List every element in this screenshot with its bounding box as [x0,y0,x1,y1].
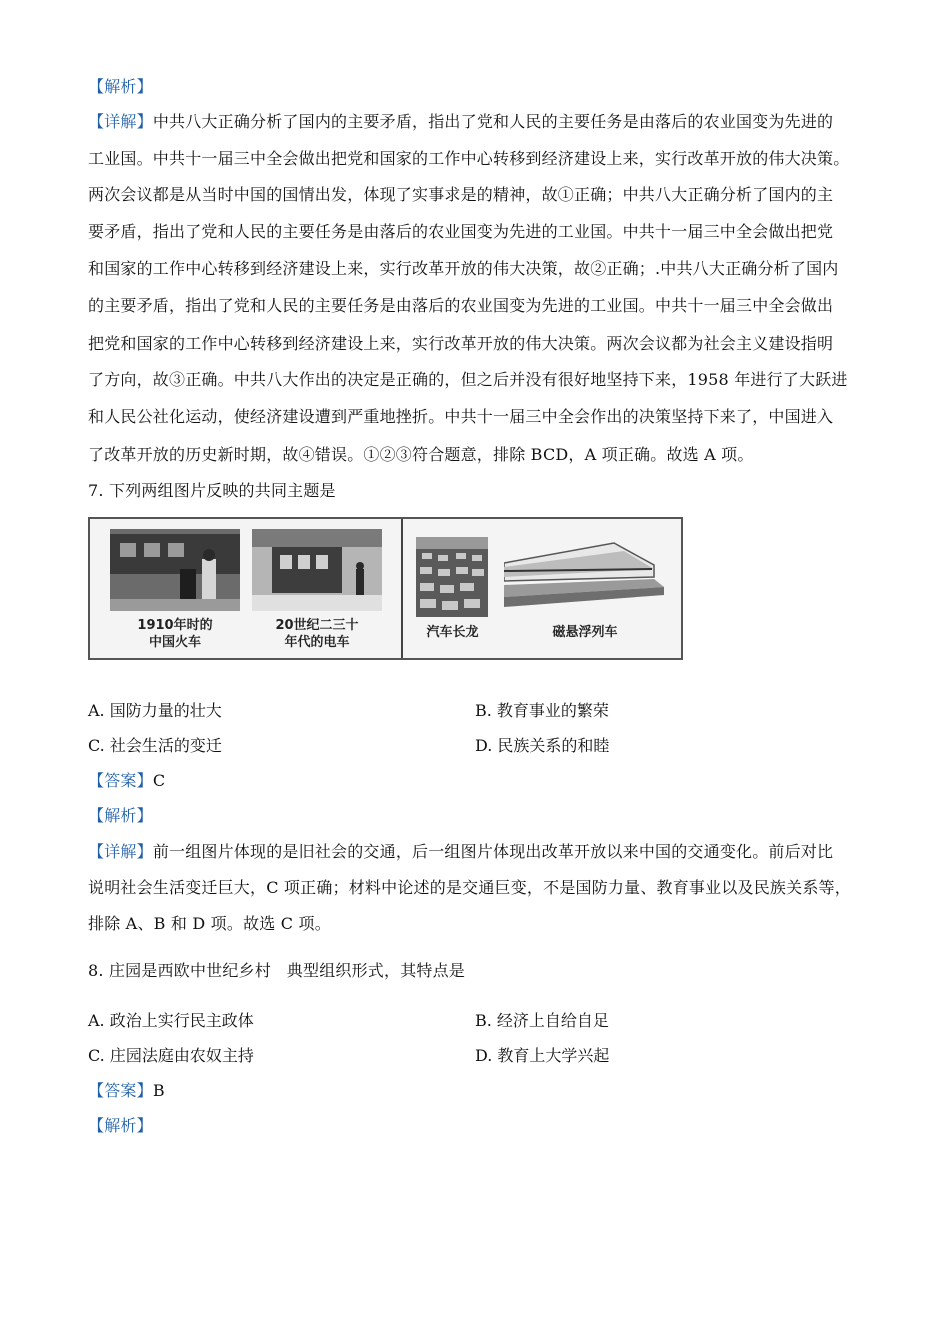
detail-line: 【详解】中共八大正确分析了国内的主要矛盾，指出了党和人民的主要任务是由落后的农业国变为先进的 [88,112,834,131]
question-8-stem: 8. 庄园是西欧中世纪乡村 典型组织形式，其特点是 [88,961,466,980]
old-train-photo [110,529,240,611]
q7-analysis-label: 【解析】 [88,806,153,825]
q8-answer [88,1080,165,1102]
answer-value: B [152,1081,165,1100]
q7-detail-line: 【详解】前一组图片体现的是旧社会的交通，后一组图片体现出改革开放以来中国的交通变化。前后对比 [88,842,834,861]
q8-option-b: B. 经济上自给自足 [475,1011,609,1030]
q7-detail-line: 说明社会生活变迁巨大，C 项正确；材料中论述的是交通巨变，不是国防力量、教育事业以及民族关系等， [88,878,851,897]
detail-line: 两次会议都是从当时中国的国情出发，体现了实事求是的精神，故①正确；中共八大正确分析了国内的主 [88,185,834,204]
q8-option-c: C. 庄园法庭由农奴主持 [88,1046,254,1065]
caption-4: 磁悬浮列车 [552,625,618,640]
answer-label: 【答案】 [88,1081,153,1100]
traffic-photo [416,537,488,617]
caption-1 [110,617,240,651]
answer-label: 【答案】 [88,771,153,790]
caption-1-line-1: 1910年时的 中国火车 [137,618,213,650]
answer-value: C [152,771,166,790]
q7-answer [88,770,165,792]
q8-option-d: D. 教育上大学兴起 [475,1046,610,1065]
caption-2 [252,617,382,651]
q7-option-c: C. 社会生活的变迁 [88,736,222,755]
detail-line: 的主要矛盾，指出了党和人民的主要任务是由落后的农业国变为先进的工业国。中共十一届三中全会做出 [88,296,834,315]
analysis-label: 【解析】 [88,77,153,96]
q8-analysis-label: 【解析】 [88,1116,153,1135]
detail-line: 把党和国家的工作中心转移到经济建设上来，实行改革开放的伟大决策。两次会议都为社会主义建设指明 [88,334,834,353]
q7-option-a: A. 国防力量的壮大 [88,701,222,720]
caption-3: 汽车长龙 [426,625,479,640]
detail-line: 要矛盾，指出了党和人民的主要任务是由落后的农业国变为先进的工业国。中共十一届三中全会做出把党 [88,222,834,241]
q8-option-a: A. 政治上实行民主政体 [88,1011,254,1030]
detail-line: 了方向，故③正确。中共八大作出的决定是正确的，但之后并没有很好地坚持下来，1958 年进行了大跃进 [88,370,848,389]
question-7-figure [88,517,683,660]
detail-label: 【详解】 [88,842,153,861]
q7-option-b: B. 教育事业的繁荣 [475,701,609,720]
detail-line: 和人民公社化运动，使经济建设遭到严重地挫折。中共十一届三中全会作出的决策坚持下来了，中国进入 [88,407,834,426]
detail-line: 和国家的工作中心转移到经济建设上来，实行改革开放的伟大决策，故②正确；.中共八大正确分析了国内 [88,259,839,278]
detail-label: 【详解】 [88,112,153,131]
tram-photo [252,529,382,611]
q7-detail-line: 排除 A、B 和 D 项。故选 C 项。 [88,914,331,933]
q7-option-d: D. 民族关系的和睦 [475,736,610,755]
detail-line: 了改革开放的历史新时期，故④错误。①②③符合题意，排除 BCD，A 项正确。故选 A 项。 [88,445,754,464]
figure-divider [401,519,403,658]
detail-line: 工业国。中共十一届三中全会做出把党和国家的工作中心转移到经济建设上来，实行改革开放的伟大决策。 [88,149,850,168]
maglev-photo [504,535,664,611]
caption-2-text: 20世纪二三十 年代的电车 [275,618,359,650]
question-7-stem: 7. 下列两组图片反映的共同主题是 [88,481,336,500]
